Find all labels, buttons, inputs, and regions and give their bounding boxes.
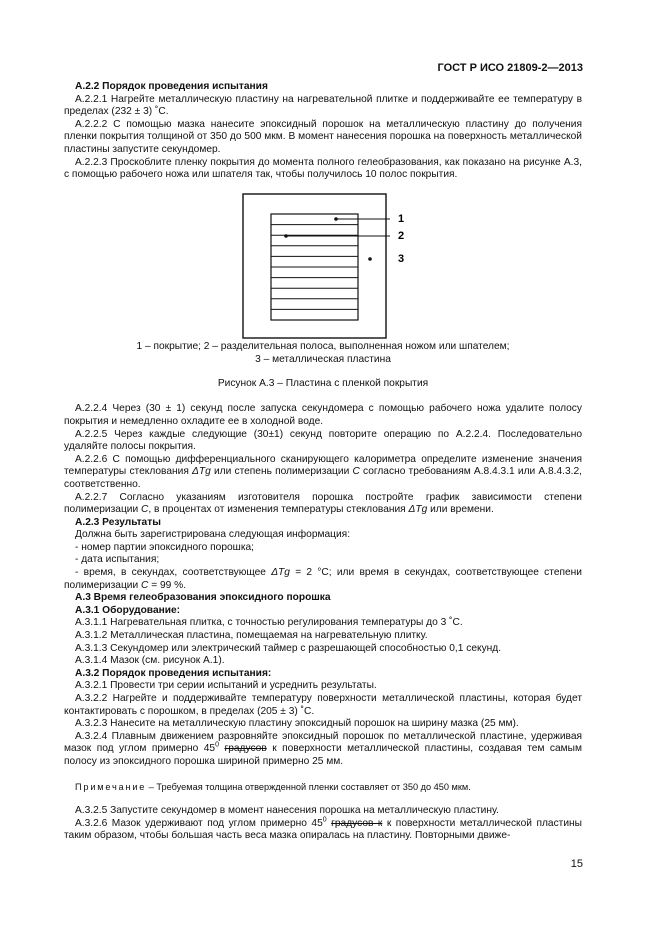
paragraph: А.2.2.1 Нагрейте металлическую пластину на нагревательной плитке и поддерживайте ее температуру в пределах (232 ± 3) ˚С. bbox=[64, 93, 582, 118]
note: Примечание – Требуемая толщина отвержденной пленки составляет от 350 до 450 мкм. bbox=[75, 781, 471, 792]
leader-dot-3 bbox=[368, 257, 372, 261]
paragraph: А.3.2.2 Нагрейте и поддерживайте температуру поверхности металлической пластины, которая будет контактировать с порошком, в пределах (205 ± 3) ˚С. bbox=[64, 693, 582, 717]
section-title: А.3 Время гелеобразования эпоксидного порошка bbox=[75, 592, 331, 604]
leader-dot-2 bbox=[284, 234, 288, 238]
paragraph: А.2.2.3 Проскоблите пленку покрытия до момента полного гелеобразования, как показано на рисунке А.3, с помощью рабочего ножа или шпателя так, чтобы получилось 10 полос покрытия. bbox=[64, 156, 582, 181]
paragraph: А.3.2.5 Запустите секундомер в момент нанесения порошка на металлическую пластину. bbox=[75, 805, 499, 817]
figure-legend-line-2: 3 – металлическая пластина bbox=[255, 353, 391, 365]
paragraph: А.3.1.1 Нагревательная плитка, с точностью регулирования температуры до 3 ˚С. bbox=[75, 617, 463, 629]
paragraph: А.2.2.6 С помощью дифференциального сканирующего калориметра определите изменение значения температуры стеклования ΔTg или степень полимеризации С согласно требованиям А.8.4.3.1 или А.8.4.3.2, соответственно. bbox=[64, 453, 583, 490]
page-content bbox=[64, 81, 582, 843]
paragraph: А.2.2.4 Через (30 ± 1) секунд после запуска секундомера с помощью рабочего ножа удалите полосу покрытия и немедленно охладите ее в холодной воде. bbox=[64, 403, 582, 427]
paragraph: А.2.2.2 С помощью мазка нанесите эпоксидный порошок на металлическую пластину до получения пленки покрытия толщиной от 350 до 500 мкм. В момент нанесения порошка на поверхность металлической пластины запустите секундомер. bbox=[64, 118, 582, 155]
paragraph: А.2.2.7 Согласно указаниям изготовителя порошка постройте график зависимости степени полимеризации С, в процентах от изменения температуры стеклования ΔTg или времени. bbox=[64, 491, 582, 516]
paragraph: А.3.2.1 Провести три серии испытаний и усреднить результаты. bbox=[75, 680, 377, 692]
section-title: А.3.2 Порядок проведения испытания: bbox=[75, 667, 272, 679]
paragraph: А.3.2.3 Нанесите на металлическую пластину эпоксидный порошок на ширину мазка (25 мм). bbox=[75, 718, 519, 730]
page-number: 15 bbox=[570, 858, 583, 870]
document-header: ГОСТ Р ИСО 21809-2—2013 bbox=[437, 62, 583, 74]
figure-legend-line-1: 1 – покрытие; 2 – разделительная полоса, выполненная ножом или шпателем; bbox=[136, 340, 510, 352]
paragraph: А.3.2.4 Плавным движением разровняйте эпоксидный порошок по металлической пластине, удерживая мазок под углом примерно $45^0$ градусов к поверхности металлической пластины, создавая тем самым полосу из эпоксидного порошка шириной примерно 25 мм. bbox=[64, 730, 583, 767]
figure-a3 bbox=[64, 192, 582, 340]
leader-dot-1 bbox=[334, 217, 338, 221]
section-title: А.2.2 Порядок проведения испытания bbox=[75, 81, 268, 92]
figure-label-1: 1 bbox=[398, 212, 405, 225]
plate-diagram bbox=[64, 192, 582, 340]
paragraph: А.3.1.3 Секундомер или электрический таймер с разрешающей способностью 0,1 секунд. bbox=[75, 642, 502, 654]
paragraph: А.3.2.6 Мазок удерживают под углом примерно $45^0$ градусов к к поверхности металлической пластины таким образом, чтобы большая часть веса мазка опиралась на пластину. Повторными движе- bbox=[64, 816, 582, 842]
paragraph: А.3.1.2 Металлическая пластина, помещаемая на нагревательную плитку. bbox=[75, 630, 428, 642]
list-item: - дата испытания; bbox=[75, 554, 160, 566]
section-title: А.3.1 Оборудование: bbox=[75, 604, 181, 616]
paragraph: А.2.2.5 Через каждые следующие (30±1) секунд повторите операцию по А.2.2.4. Последовательно удаляйте полосы покрытия. bbox=[64, 428, 582, 453]
figure-label-2: 2 bbox=[398, 229, 405, 242]
paragraph: А.3.1.4 Мазок (см. рисунок А.1). bbox=[75, 655, 225, 667]
list-item: - номер партии эпоксидного порошка; bbox=[75, 541, 255, 553]
paragraph: Должна быть зарегистрирована следующая информация: bbox=[75, 529, 351, 541]
figure-title: Рисунок А.3 – Пластина с пленкой покрытия bbox=[217, 377, 429, 389]
list-item: - время, в секундах, соответствующее ΔTg = 2 °С; или время в секундах, соответствующее степени полимеризации С = 99 %. bbox=[64, 567, 582, 591]
figure-label-3: 3 bbox=[398, 252, 405, 265]
section-title: А.2.3 Результаты bbox=[75, 516, 161, 528]
